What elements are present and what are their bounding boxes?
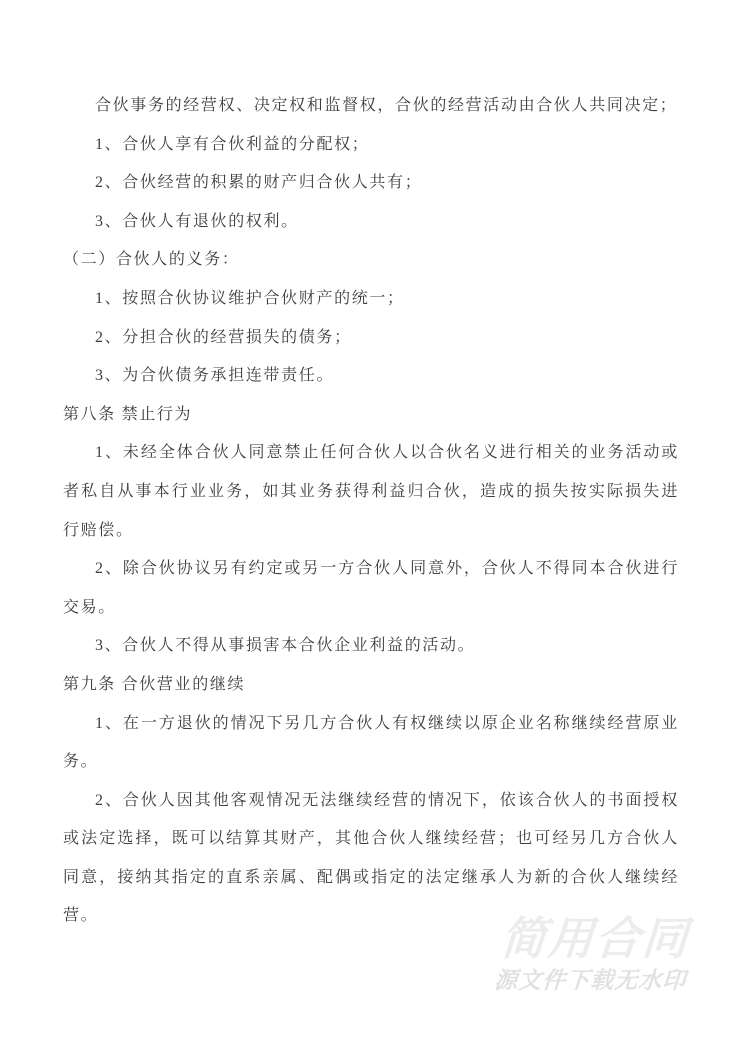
paragraph: 1、未经全体合伙人同意禁止任何合伙人以合伙名义进行相关的业务活动或者私自从事本行业业务，如其业务获得利益归合伙，造成的损失按实际损失进行赔偿。 <box>63 444 679 539</box>
paragraph: 合伙事务的经营权、决定权和监督权，合伙的经营活动由合伙人共同决定； <box>95 97 678 114</box>
paragraph: 1、在一方退伙的情况下另几方合伙人有权继续以原企业名称继续经营原业务。 <box>63 714 679 771</box>
paragraph: 2、分担合伙的经营损失的债务； <box>95 328 352 346</box>
paragraph: 1、按照合伙协议维护合伙财产的统一； <box>95 289 405 307</box>
document-body <box>63 87 679 936</box>
paragraph: 2、合伙人因其他客观情况无法继续经营的情况下，依该合伙人的书面授权或法定选择，既可以结算其财产，其他合伙人继续经营；也可经另几方合伙人同意，接纳其指定的直系亲属、配偶或指定的法定继承人为新的合伙人继续经营。 <box>63 791 679 925</box>
paragraph: 2、除合伙协议另有约定或另一方合伙人同意外，合伙人不得同本合伙进行交易。 <box>63 560 679 616</box>
paragraph: 1、合伙人享有合伙利益的分配权； <box>95 135 370 153</box>
paragraph: 3、合伙人有退伙的权利。 <box>95 212 299 230</box>
paragraph: 3、为合伙债务承担连带责任。 <box>95 367 335 385</box>
paragraph: 2、合伙经营的积累的财产归合伙人共有； <box>95 174 423 192</box>
paragraph: （二）合伙人的义务： <box>63 251 240 269</box>
section-heading: 第八条 禁止行为 <box>63 405 193 423</box>
section-heading: 第九条 合伙营业的继续 <box>63 675 246 693</box>
watermark-brand-text: 简用合同 <box>499 912 692 965</box>
paragraph: 3、合伙人不得从事损害本合伙企业利益的活动。 <box>95 637 476 655</box>
watermark-tagline-text: 源文件下载无水印 <box>493 968 688 994</box>
